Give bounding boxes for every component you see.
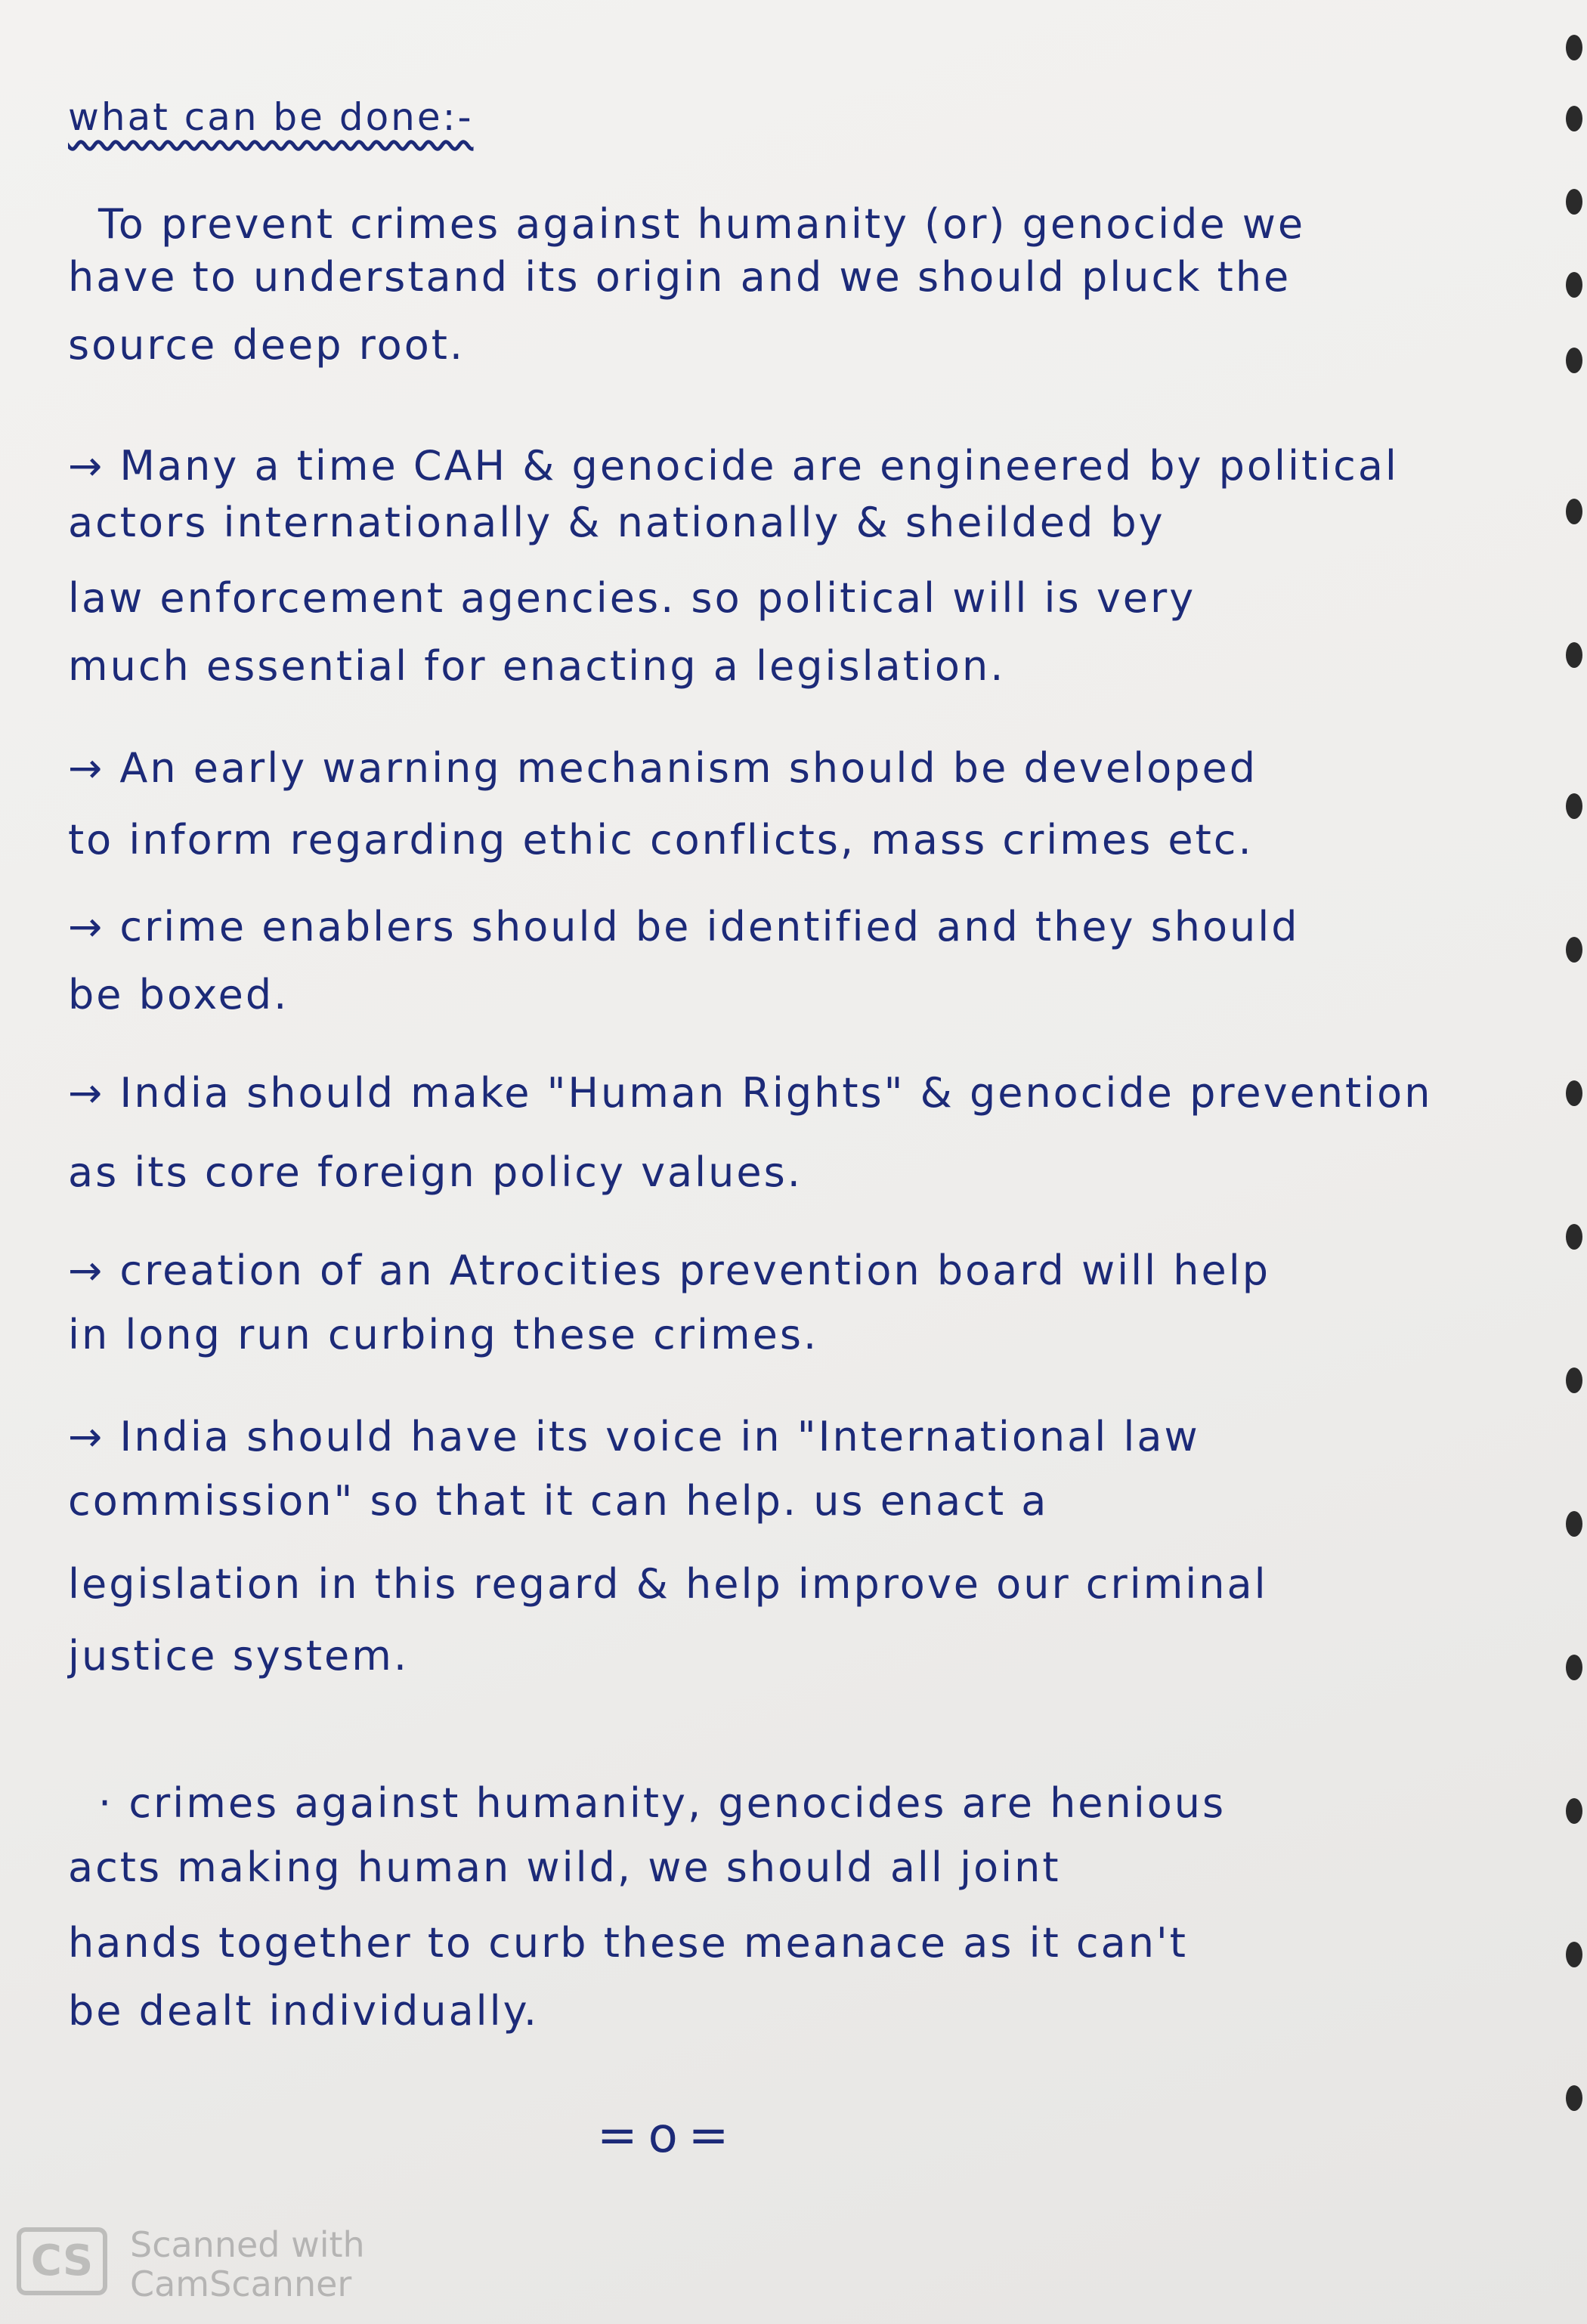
point-2-line: to inform regarding ethic conflicts, mass crimes etc. — [68, 816, 1254, 864]
binder-hole — [1566, 348, 1582, 373]
heading: what can be done:- — [68, 95, 474, 139]
binder-hole — [1566, 793, 1582, 819]
camscanner-logo-icon: CS — [17, 2227, 107, 2295]
binder-hole — [1566, 642, 1582, 668]
point-5-line: in long run curbing these crimes. — [68, 1311, 819, 1358]
point-5-line: → creation of an Atrocities prevention board will help — [68, 1247, 1271, 1294]
point-3-line: → crime enablers should be identified and they should — [68, 903, 1300, 950]
binder-hole — [1566, 1655, 1582, 1680]
binder-hole — [1566, 2085, 1582, 2111]
binder-hole — [1566, 189, 1582, 215]
intro-line: source deep root. — [68, 321, 466, 369]
point-3-line: be boxed. — [68, 971, 289, 1018]
conclusion-line: acts making human wild, we should all joint — [68, 1843, 1061, 1891]
point-1-line: → Many a time CAH & genocide are engineered by political — [68, 442, 1399, 490]
scanner-watermark — [17, 2221, 440, 2304]
binder-hole — [1566, 1224, 1582, 1250]
intro-line: have to understand its origin and we should pluck the — [68, 253, 1292, 301]
conclusion-line: · crimes against humanity, genocides are henious — [98, 1779, 1227, 1827]
binder-hole — [1566, 106, 1582, 131]
binder-hole — [1566, 1511, 1582, 1537]
point-6-line: → India should have its voice in "International law — [68, 1413, 1200, 1460]
binder-hole — [1566, 499, 1582, 524]
point-1-line: law enforcement agencies. so political will is very — [68, 574, 1196, 622]
watermark-line-1: Scanned with — [130, 2224, 365, 2265]
binder-hole — [1566, 272, 1582, 298]
end-mark: =o= — [597, 2108, 740, 2164]
conclusion-line: be dealt individually. — [68, 1987, 540, 2035]
point-1-line: actors internationally & nationally & sheilded by — [68, 499, 1165, 546]
point-4-line: → India should make "Human Rights" & genocide prevention — [68, 1069, 1433, 1117]
point-1-line: much essential for enacting a legislation. — [68, 642, 1006, 690]
conclusion-line: hands together to curb these meanace as it can't — [68, 1919, 1188, 1967]
binder-hole — [1566, 937, 1582, 963]
binder-hole — [1566, 1368, 1582, 1393]
binder-hole — [1566, 35, 1582, 60]
point-2-line: → An early warning mechanism should be developed — [68, 744, 1258, 792]
point-6-line: legislation in this regard & help improve our criminal — [68, 1560, 1268, 1608]
binder-hole — [1566, 1942, 1582, 1967]
binder-hole — [1566, 1080, 1582, 1106]
point-4-line: as its core foreign policy values. — [68, 1148, 803, 1196]
watermark-line-2: CamScanner — [130, 2264, 352, 2304]
binder-hole — [1566, 1798, 1582, 1824]
point-6-line: commission" so that it can help. us enact a — [68, 1477, 1049, 1525]
intro-line: To prevent crimes against humanity (or) genocide we — [98, 200, 1306, 248]
point-6-line: justice system. — [68, 1632, 410, 1680]
